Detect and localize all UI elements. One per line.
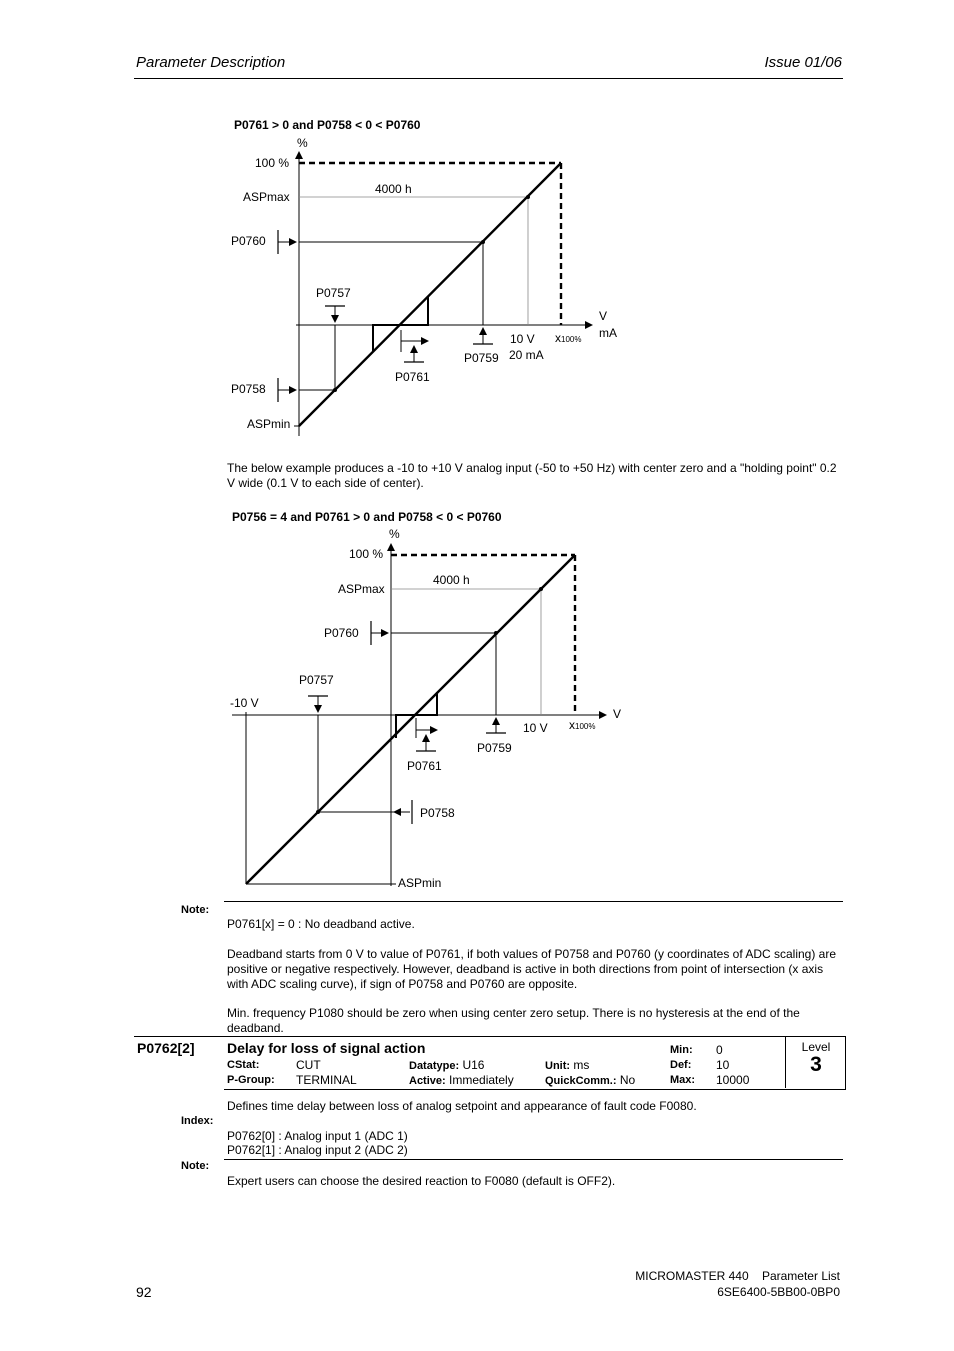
index-label: Index: xyxy=(181,1115,214,1127)
chart2-label-aspmax: ASPmax xyxy=(338,582,385,596)
unit: Unit: ms xyxy=(545,1058,590,1072)
header-left: Parameter Description xyxy=(136,54,286,71)
chart2-y-unit: % xyxy=(389,527,400,541)
chart2-label-p0757: P0757 xyxy=(299,673,334,687)
quickcomm: QuickComm.: No xyxy=(545,1073,636,1087)
chart2-label-10v: 10 V xyxy=(523,721,548,735)
chart2-scaling-curve xyxy=(246,555,575,884)
max-value: 10000 xyxy=(716,1073,750,1087)
index-1: P0762[1] : Analog input 2 (ADC 2) xyxy=(227,1143,408,1157)
chart1-label-aspmin: ASPmin xyxy=(247,417,291,431)
chart1-label-p0758: P0758 xyxy=(231,382,266,396)
level-cell xyxy=(785,1037,846,1088)
chart1-label-10v: 10 V xyxy=(510,332,535,346)
index-0: P0762[0] : Analog input 1 (ADC 1) xyxy=(227,1129,408,1143)
pgroup-value: TERMINAL xyxy=(296,1073,357,1087)
chart2 xyxy=(0,500,954,900)
level-label: Level xyxy=(801,1040,831,1054)
chart2-label-p0758: P0758 xyxy=(420,806,455,820)
chart2-label-p0761: P0761 xyxy=(407,759,442,773)
chart1-y-unit: % xyxy=(297,136,308,150)
chart1-aspmax-point xyxy=(526,195,530,199)
chart1-label-p0759: P0759 xyxy=(464,351,499,365)
chart1-label-x100: x100% xyxy=(555,331,582,345)
def-label: Def: xyxy=(670,1059,692,1071)
note1-label: Note: xyxy=(181,904,210,916)
chart1-label-p0760: P0760 xyxy=(231,234,266,248)
chart1-label-ma: mA xyxy=(599,326,617,340)
chart2-label-4000h: 4000 h xyxy=(433,573,470,587)
chart2-title: P0756 = 4 and P0761 > 0 and P0758 < 0 < P0760 xyxy=(232,510,502,524)
chart2-aspmax-point xyxy=(539,587,543,591)
footer-order: 6SE6400-5BB00-0BP0 xyxy=(717,1285,840,1299)
note1-p1: P0761[x] = 0 : No deadband active. xyxy=(227,917,415,931)
note2-rule xyxy=(224,1159,843,1160)
chart2-label-p0760: P0760 xyxy=(324,626,359,640)
note2-label: Note: xyxy=(181,1160,210,1172)
chart1-label-v: V xyxy=(599,309,608,323)
chart2-label-x100: x100% xyxy=(569,718,596,732)
footer-product: MICROMASTER 440 Parameter List xyxy=(635,1269,840,1283)
chart1-label-100: 100 % xyxy=(255,156,290,170)
header-right: Issue 01/06 xyxy=(764,54,842,71)
chart2-label-v: V xyxy=(613,707,622,721)
max-label: Max: xyxy=(670,1074,696,1086)
note1-rule xyxy=(224,901,843,902)
chart2-p0760-point xyxy=(494,631,498,635)
param-id: P0762[2] xyxy=(137,1040,195,1056)
chart1-title: P0761 > 0 and P0758 < 0 < P0760 xyxy=(234,118,421,132)
chart1-label-p0757: P0757 xyxy=(316,286,351,300)
chart1-label-aspmax: ASPmax xyxy=(243,190,290,204)
param-name: Delay for loss of signal action xyxy=(227,1040,426,1056)
chart2-label-100: 100 % xyxy=(349,547,384,561)
level-value: 3 xyxy=(810,1053,822,1076)
def-value: 10 xyxy=(716,1058,730,1072)
chart1-label-4000h: 4000 h xyxy=(375,182,412,196)
note2-text: Expert users can choose the desired reaction to F0080 (default is OFF2). xyxy=(227,1174,616,1188)
param-description: Defines time delay between loss of analog setpoint and appearance of fault code F0080. xyxy=(227,1099,697,1113)
min-value: 0 xyxy=(716,1043,723,1057)
cstat-label: CStat: xyxy=(227,1059,260,1071)
chart1-p0760-point xyxy=(481,240,485,244)
datatype: Datatype: U16 xyxy=(409,1058,485,1072)
chart1-label-20ma: 20 mA xyxy=(509,348,544,362)
chart1-label-p0761: P0761 xyxy=(395,370,430,384)
chart1-p0758-point xyxy=(333,388,337,392)
note1-p2: Deadband starts from 0 V to value of P0761, if both values of P0758 and P0760 (y coordinates of ADC scaling) are positive or negative respectively. However, deadband is active in both directions from point of intersection (x axis with ADC scaling curve), if sign of P0758 and P0760 are opposite. xyxy=(227,947,837,991)
chart2-label-aspmin: ASPmin xyxy=(398,876,442,890)
cstat-value: CUT xyxy=(296,1058,321,1072)
chart2-label-p0759: P0759 xyxy=(477,741,512,755)
active: Active: Immediately xyxy=(409,1073,514,1087)
intro-text: The below example produces a -10 to +10 V analog input (-50 to +50 Hz) with center zero and a "holding point" 0.2 V wide (0.1 V to each side of center). xyxy=(227,461,837,490)
min-label: Min: xyxy=(670,1044,693,1056)
chart2-label-minus10v: -10 V xyxy=(230,696,259,710)
chart1 xyxy=(0,0,954,460)
note1-p3: Min. frequency P1080 should be zero when using center zero setup. There is no hysteresis at the end of the deadband. xyxy=(227,1006,800,1035)
chart2-p0758-point xyxy=(316,810,320,814)
page-number: 92 xyxy=(136,1284,152,1300)
pgroup-label: P-Group: xyxy=(227,1074,275,1086)
